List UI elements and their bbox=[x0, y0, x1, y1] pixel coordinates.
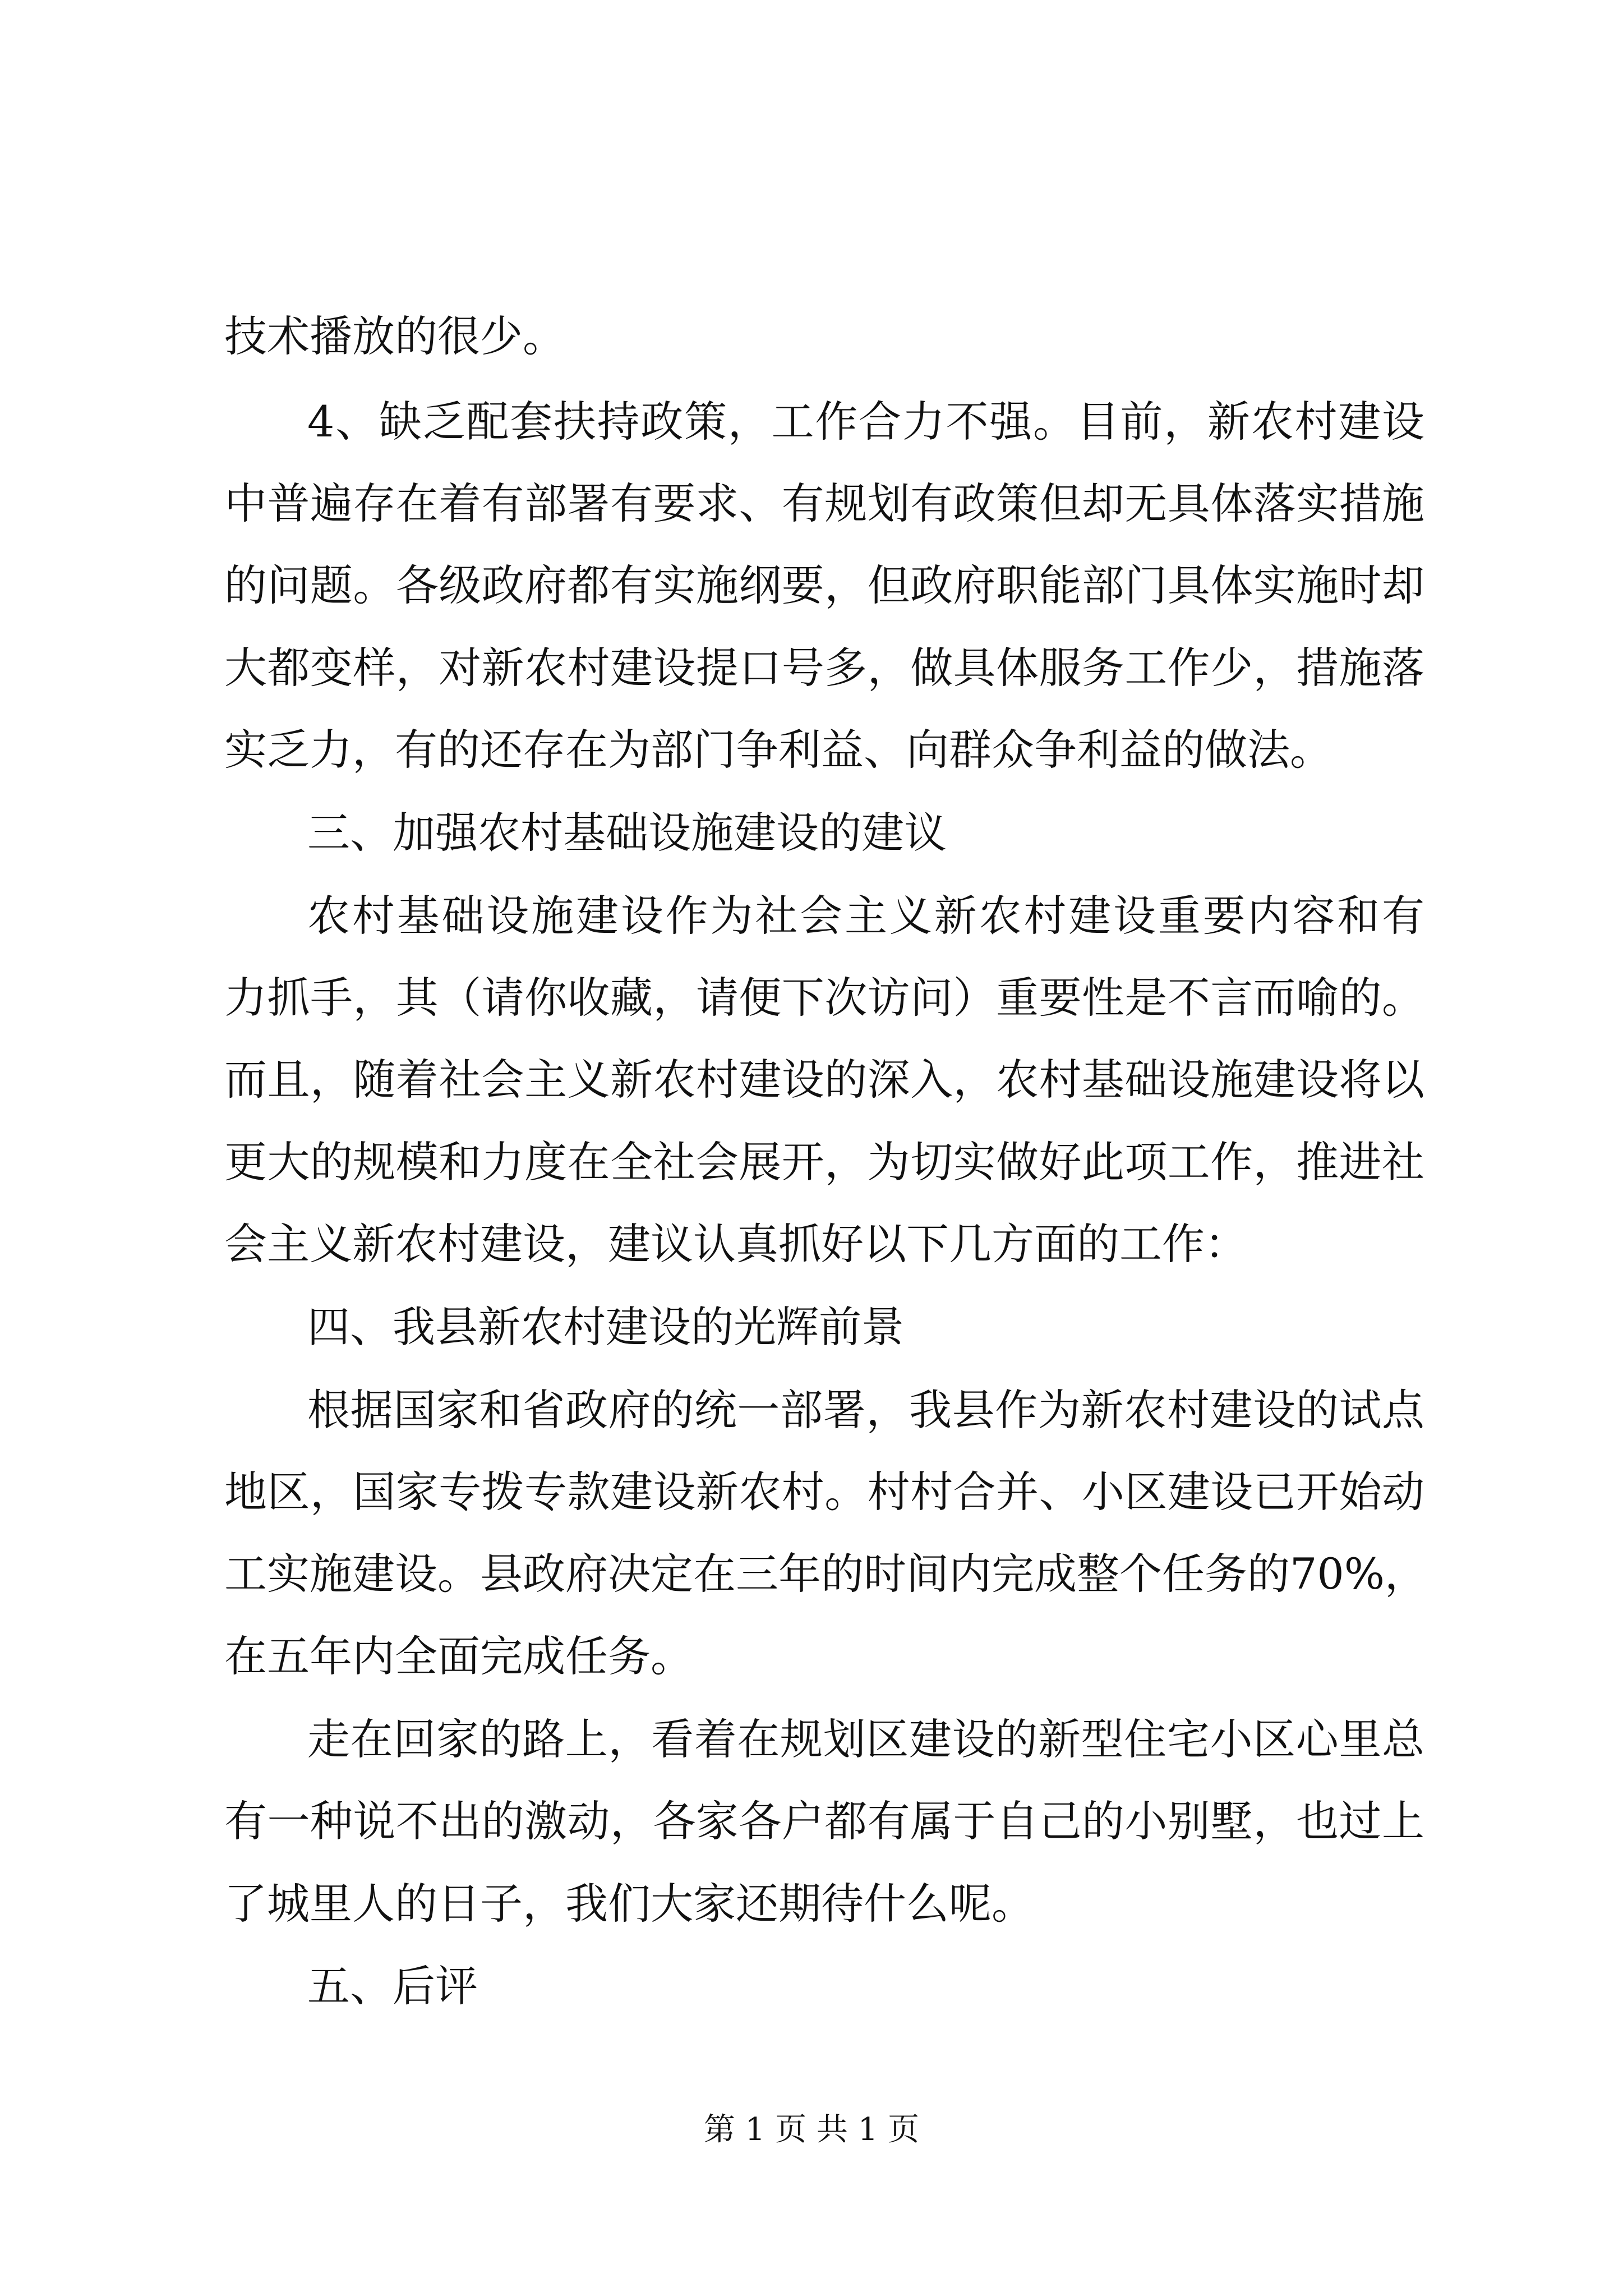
paragraph-line: 的问题。各级政府都有实施纲要，但政府职能部门具体实施时却 bbox=[224, 560, 1424, 610]
paragraph-line: 实乏力，有的还存在为部门争利益、向群众争利益的做法。 bbox=[224, 725, 1332, 775]
paragraph-line: 力抓手，其（请你收藏，请便下次访问）重要性是不言而喻的。 bbox=[224, 973, 1424, 1023]
page-footer: 第 1 页 共 1 页 bbox=[703, 2111, 920, 2148]
section-heading: 四、我县新农村建设的光辉前景 bbox=[307, 1302, 904, 1352]
paragraph-line: 走在回家的路上，看着在规划区建设的新型住宅小区心里总 bbox=[307, 1714, 1424, 1764]
section-heading: 五、后评 bbox=[307, 1961, 478, 2011]
section-heading: 三、加强农村基础设施建设的建议 bbox=[307, 808, 947, 858]
paragraph-line: 会主义新农村建设，建议认真抓好以下几方面的工作： bbox=[224, 1219, 1247, 1269]
paragraph-line: 农村基础设施建设作为社会主义新农村建设重要内容和有 bbox=[307, 891, 1424, 941]
paragraph-line: 中普遍存在着有部署有要求、有规划有政策但却无具体落实措施 bbox=[224, 478, 1424, 528]
paragraph-line: 有一种说不出的激动，各家各户都有属于自己的小别墅，也过上 bbox=[224, 1796, 1424, 1846]
paragraph-line: 地区，国家专拨专款建设新农村。村村合并、小区建设已开始动 bbox=[224, 1467, 1424, 1517]
paragraph-line: 大都变样，对新农村建设提口号多，做具体服务工作少，措施落 bbox=[224, 643, 1424, 693]
paragraph-line: 技术播放的很少。 bbox=[224, 311, 565, 361]
paragraph-line: 在五年内全面完成任务。 bbox=[224, 1631, 693, 1681]
paragraph-line: 4、缺乏配套扶持政策，工作合力不强。目前，新农村建设 bbox=[307, 397, 1424, 447]
paragraph-line: 更大的规模和力度在全社会展开，为切实做好此项工作，推进社 bbox=[224, 1137, 1424, 1187]
paragraph-line: 了城里人的日子，我们大家还期待什么呢。 bbox=[224, 1879, 1034, 1929]
paragraph-line: 根据国家和省政府的统一部署，我县作为新农村建设的试点 bbox=[307, 1385, 1424, 1435]
paragraph-line: 工实施建设。县政府决定在三年的时间内完成整个任务的70%， bbox=[224, 1549, 1427, 1599]
paragraph-line: 而且，随着社会主义新农村建设的深入，农村基础设施建设将以 bbox=[224, 1055, 1424, 1105]
